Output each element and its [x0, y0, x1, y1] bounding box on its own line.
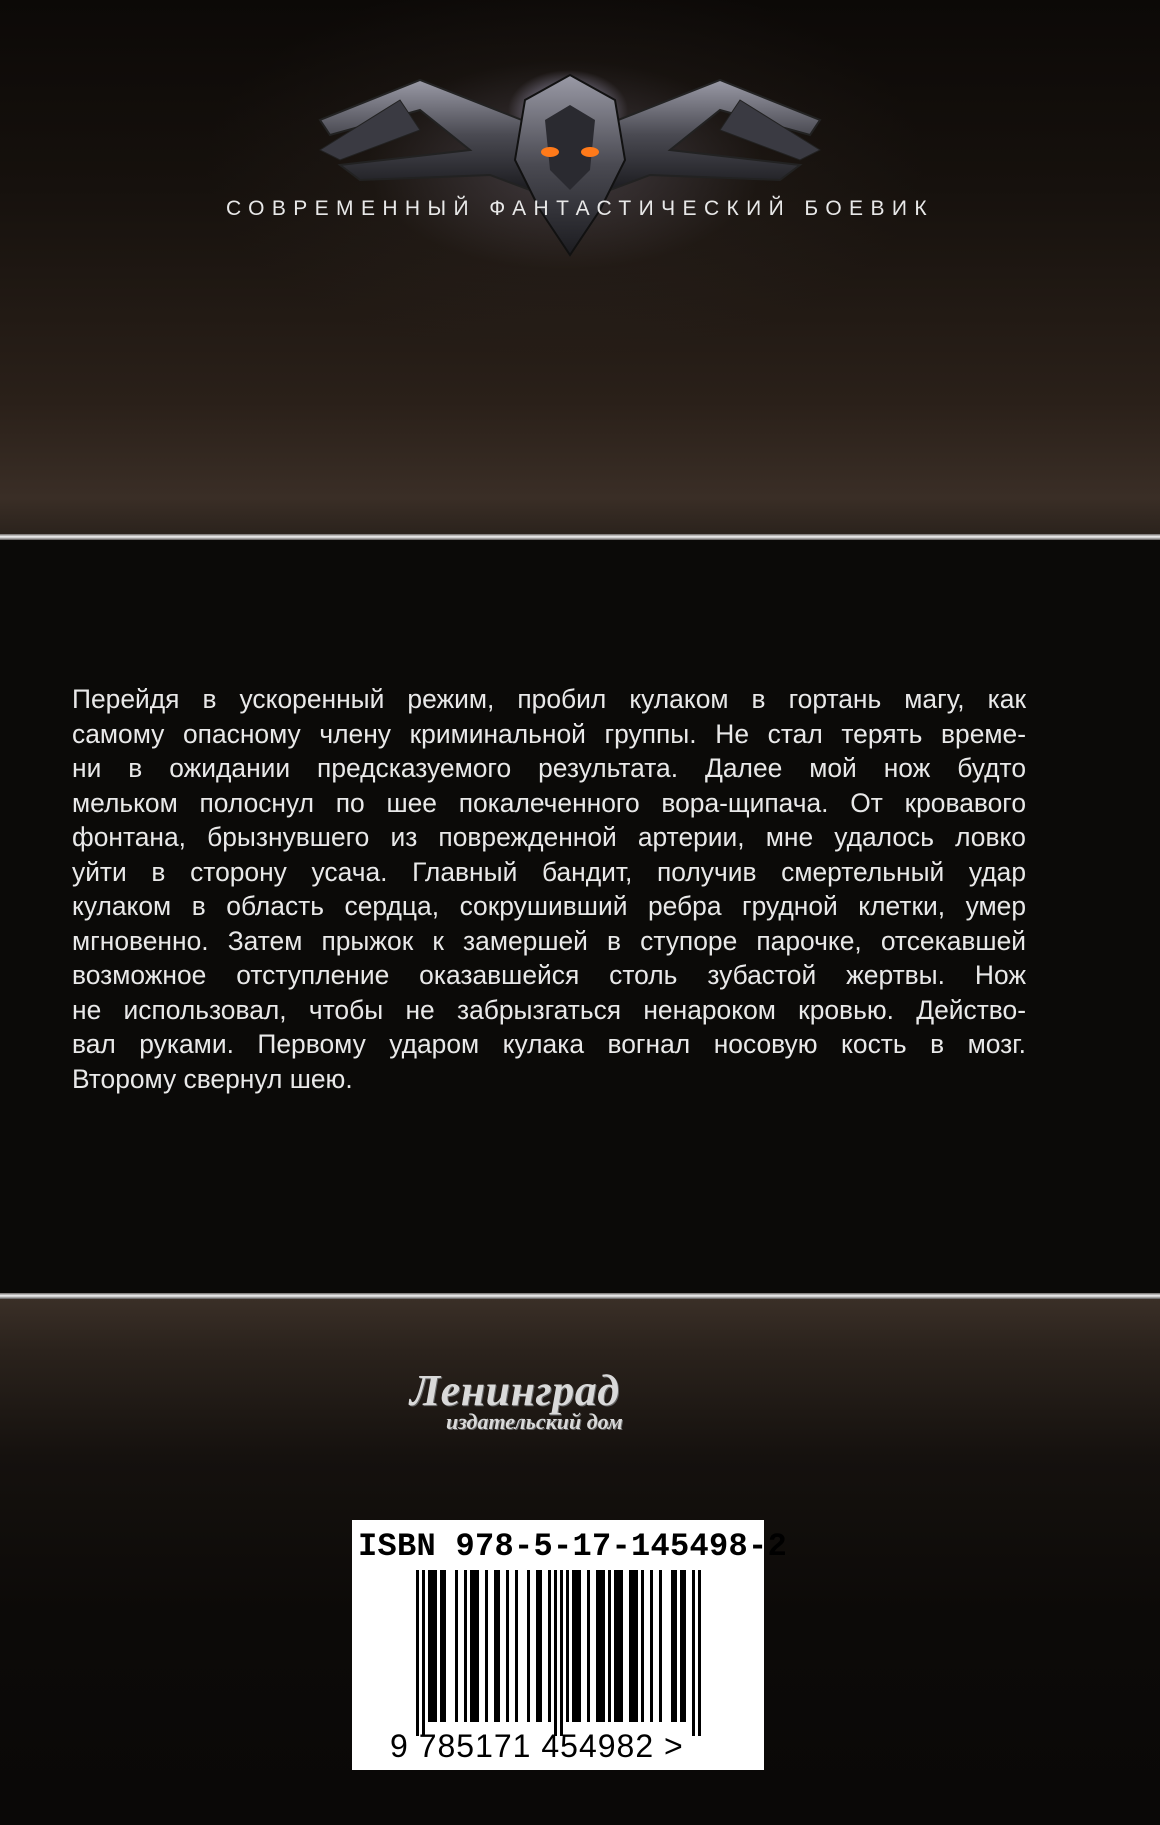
barcode-bar: [494, 1570, 497, 1722]
barcode-bar: [560, 1570, 563, 1736]
barcode-bar: [473, 1570, 476, 1722]
barcode-bar: [566, 1570, 569, 1722]
barcode-bar: [476, 1570, 479, 1722]
barcode-arrow: >: [664, 1728, 684, 1764]
barcode-bar: [692, 1570, 695, 1736]
barcode-bar: [617, 1570, 620, 1722]
publisher-panel: [0, 1299, 1160, 1825]
barcode-bar: [587, 1570, 590, 1722]
isbn-label: ISBN 978-5-17-145498-2: [358, 1528, 788, 1565]
isbn-barcode: [352, 1520, 788, 1770]
barcode-bar: [650, 1570, 653, 1722]
barcode-bar: [527, 1570, 530, 1722]
blurb-line: кулаком в область сердца, сокрушивший ребра грудной клетки, умер: [72, 891, 1026, 921]
barcode-number: 9 785171 454982: [390, 1728, 655, 1764]
barcode-bar: [596, 1570, 599, 1722]
publisher-name: Ленинград: [410, 1366, 620, 1415]
barcode-bar: [641, 1570, 644, 1722]
barcode-bar: [443, 1570, 446, 1722]
barcode-bar: [680, 1570, 683, 1722]
series-title: СОВРЕМЕННЫЙ ФАНТАСТИЧЕСКИЙ БОЕВИК: [226, 197, 934, 220]
blurb-line: возможное отступление оказавшейся столь зубастой жертвы. Нож: [72, 960, 1026, 990]
barcode-bar: [515, 1570, 518, 1722]
blurb-panel: [0, 540, 1160, 1293]
barcode-bar: [536, 1570, 539, 1722]
barcode-bar: [428, 1570, 431, 1722]
barcode-bar: [659, 1570, 662, 1722]
blurb-line: Перейдя в ускоренный режим, пробил кулаком в гортань магу, как: [72, 684, 1026, 714]
blurb-line: не использовал, чтобы не забрызгаться ненароком кровью. Действо-: [72, 994, 1026, 1025]
publisher-logo: [410, 1365, 710, 1445]
publisher-subtitle: издательский дом: [446, 1409, 623, 1434]
barcode-bar: [632, 1570, 635, 1722]
barcode-bar: [629, 1570, 632, 1722]
blurb-line: мгновенно. Затем прыжок к замершей в ступоре парочке, отсекавшей: [72, 925, 1026, 956]
blurb-line: Второму свернул шею.: [72, 1063, 353, 1094]
blurb-line: самому опасному члену криминальной группы. Не стал терять време-: [72, 718, 1026, 749]
blurb-line: фонтана, брызнувшего из поврежденной артерии, мне удалось ловко: [72, 822, 1026, 852]
barcode-bar: [554, 1570, 557, 1736]
blurb-line: вал руками. Первому ударом кулака вогнал носовую кость в мозг.: [72, 1029, 1026, 1059]
barcode-bar: [620, 1570, 623, 1722]
barcode-bar: [497, 1570, 500, 1722]
barcode-bar: [455, 1570, 458, 1722]
barcode-bar: [674, 1570, 677, 1722]
barcode-bar: [464, 1570, 467, 1722]
barcode-bar: [416, 1570, 419, 1736]
barcode-bar: [602, 1570, 605, 1722]
barcode-bar: [431, 1570, 434, 1722]
barcode-bar: [506, 1570, 509, 1722]
barcode-digits: [390, 1728, 730, 1765]
barcode-bar: [422, 1570, 425, 1736]
mech-head-emblem-icon: [300, 40, 840, 270]
barcode-bar: [440, 1570, 443, 1722]
barcode-bar: [572, 1570, 575, 1722]
barcode-bar: [434, 1570, 437, 1722]
barcode-bar: [698, 1570, 701, 1736]
barcode-bar: [608, 1570, 611, 1722]
blurb-line: ни в ожидании предсказуемого результата. Далее мой нож будто: [72, 753, 1026, 783]
barcode-bar: [485, 1570, 488, 1722]
barcode-bar: [575, 1570, 578, 1722]
blurb-line: мельком полоснул по шее покалеченного вора-щипача. От кровавого: [72, 787, 1026, 818]
barcode-bar: [614, 1570, 617, 1722]
barcode-bar: [578, 1570, 581, 1722]
barcode-bar: [671, 1570, 674, 1722]
barcode-bar: [683, 1570, 686, 1722]
barcode-bar: [539, 1570, 542, 1722]
blurb-text: [72, 682, 1026, 1096]
series-header-panel: [0, 0, 1160, 536]
barcode-bar: [470, 1570, 473, 1722]
blurb-line: уйти в сторону усача. Главный бандит, получив смертельный удар: [72, 856, 1026, 887]
barcode-bar: [635, 1570, 638, 1722]
barcode-bar: [599, 1570, 602, 1722]
barcode-bar: [548, 1570, 551, 1722]
